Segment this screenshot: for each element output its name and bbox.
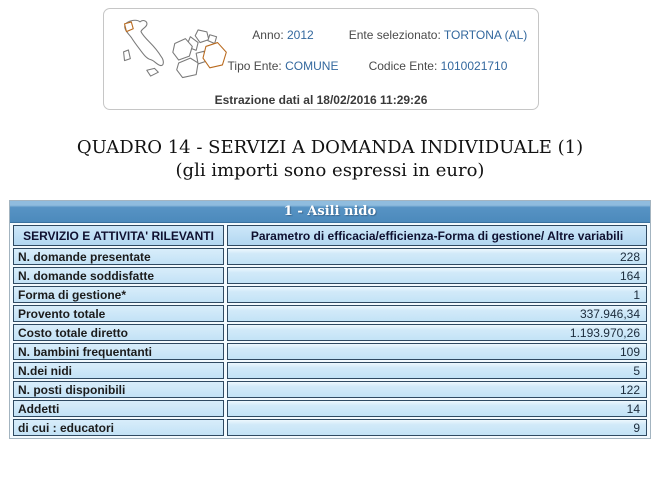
row-value-cell: 122 xyxy=(227,381,647,398)
table-row xyxy=(13,419,647,436)
entity-fields xyxy=(222,19,532,81)
header-row xyxy=(13,225,647,246)
row-label-cell: Costo totale diretto xyxy=(13,324,224,341)
italy-map-icon xyxy=(111,17,169,81)
extraction-date-text: Estrazione dati al 18/02/2016 11:29:26 xyxy=(214,93,428,107)
row-label-cell: Addetti xyxy=(13,400,224,417)
table-row xyxy=(13,362,647,379)
table-row xyxy=(13,324,647,341)
row-value-cell: 5 xyxy=(227,362,647,379)
ente-value: TORTONA (AL) xyxy=(443,27,528,42)
row-label-cell: Provento totale xyxy=(13,305,224,322)
tipo-ente-label: Tipo Ente: xyxy=(227,58,282,73)
row-label-cell: N.dei nidi xyxy=(13,362,224,379)
table-row xyxy=(13,305,647,322)
page-title: QUADRO 14 - SERVIZI A DOMANDA INDIVIDUALE (1) xyxy=(76,137,584,158)
row-label-cell: di cui : educatori xyxy=(13,419,224,436)
row-label-cell: N. posti disponibili xyxy=(13,381,224,398)
row-label-cell: Forma di gestione* xyxy=(13,286,224,303)
row-label-cell: N. domande presentate xyxy=(13,248,224,265)
row-value-cell: 109 xyxy=(227,343,647,360)
row-value-cell: 9 xyxy=(227,419,647,436)
table-row xyxy=(13,343,647,360)
row-value-cell: 337.946,34 xyxy=(227,305,647,322)
table-row xyxy=(13,286,647,303)
entity-info-box xyxy=(103,8,539,110)
row-value-cell: 1 xyxy=(227,286,647,303)
page-subtitle: (gli importi sono espressi in euro) xyxy=(175,160,485,181)
table-row xyxy=(13,248,647,265)
codice-ente-value: 1010021710 xyxy=(440,58,508,73)
page-title-block xyxy=(0,136,660,182)
row-value-cell: 164 xyxy=(227,267,647,284)
table-row xyxy=(13,267,647,284)
codice-ente-label: Codice Ente: xyxy=(368,58,438,73)
row-label-cell: N. bambini frequentanti xyxy=(13,343,224,360)
info-field-codice-ente xyxy=(344,59,532,73)
anno-label: Anno: xyxy=(252,27,284,42)
report-table xyxy=(10,223,650,438)
tipo-ente-value: COMUNE xyxy=(285,58,339,73)
row-value-cell: 228 xyxy=(227,248,647,265)
section-title: 1 - Asili nido xyxy=(283,204,377,219)
ente-label: Ente selezionato: xyxy=(348,27,441,42)
info-field-anno xyxy=(222,28,344,42)
anno-value: 2012 xyxy=(287,27,314,42)
report-table-container xyxy=(9,200,651,439)
row-value-cell: 1.193.970,26 xyxy=(227,324,647,341)
column-header-servizio: SERVIZIO E ATTIVITA' RILEVANTI xyxy=(13,225,224,246)
section-header-bar xyxy=(10,201,650,223)
row-label-cell: N. domande soddisfatte xyxy=(13,267,224,284)
info-field-tipo-ente xyxy=(222,59,344,73)
row-value-cell: 14 xyxy=(227,400,647,417)
table-row xyxy=(13,400,647,417)
table-row xyxy=(13,381,647,398)
info-field-ente xyxy=(344,28,532,42)
column-header-parametro: Parametro di efficacia/efficienza-Forma di gestione/ Altre variabili xyxy=(227,225,647,246)
